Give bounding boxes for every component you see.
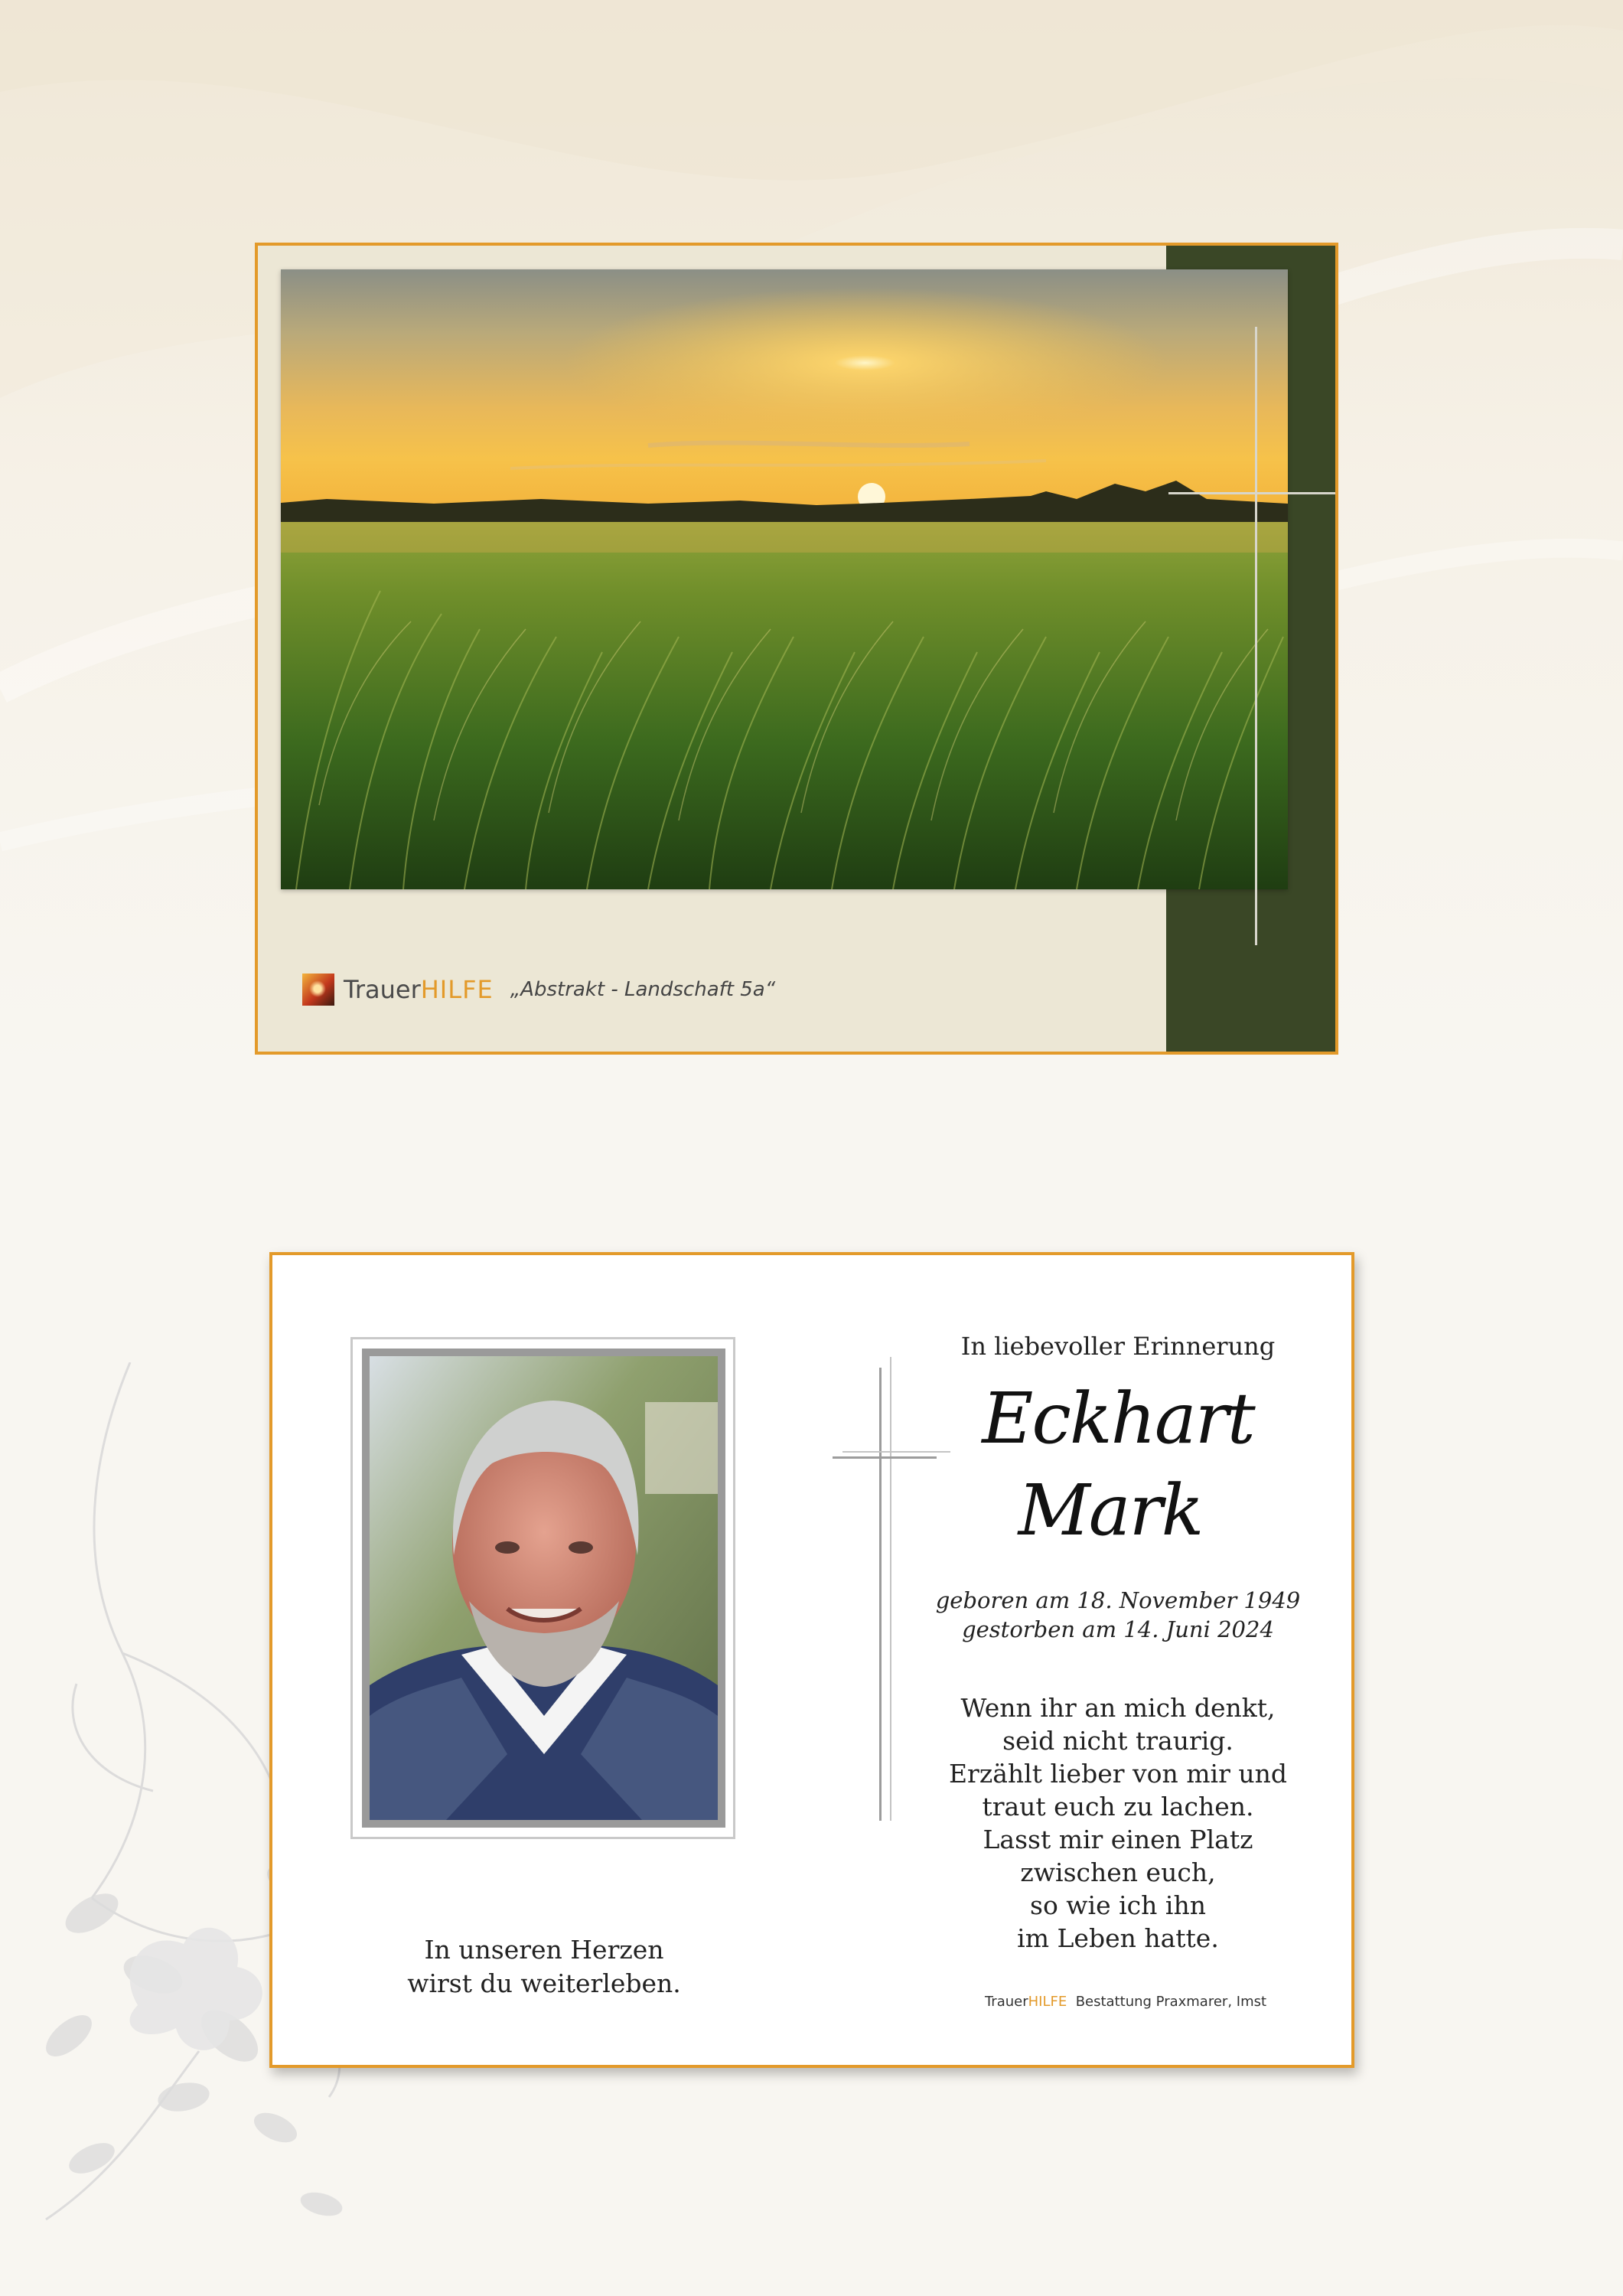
design-caption: „Abstrakt - Landschaft 5a“ (510, 978, 776, 1001)
life-dates (915, 1586, 1321, 1644)
trauerhilfe-logo-icon (302, 974, 334, 1006)
poem-line: zwischen euch, (1020, 1857, 1216, 1887)
funeral-home: Bestattung Praxmarer, Imst (1075, 1994, 1267, 2010)
front-card (255, 243, 1338, 1055)
poem-line: im Leben hatte. (1017, 1923, 1219, 1953)
hearts-message (395, 1933, 693, 2001)
birth-date: geboren am 18. November 1949 (935, 1587, 1301, 1613)
wheat-field-sunset-image (281, 269, 1288, 889)
poem-line: traut euch zu lachen. (982, 1792, 1254, 1821)
death-date: gestorben am 14. Juni 2024 (962, 1616, 1274, 1642)
front-cross-vertical (1255, 327, 1257, 945)
front-brand-line (302, 974, 775, 1006)
poem-line: Erzählt lieber von mir und (948, 1759, 1288, 1789)
poem-line: Lasst mir einen Platz (983, 1825, 1253, 1854)
hearts-line: In unseren Herzen (424, 1935, 664, 1965)
poem (915, 1691, 1321, 1955)
hearts-line: wirst du weiterleben. (407, 1968, 681, 1998)
back-footer-brand: TrauerHILFE Bestattung Praxmarer, Imst (984, 1994, 1267, 2010)
back-cross-vertical (879, 1368, 882, 1821)
brand-name: TrauerHILFE (344, 975, 494, 1004)
portrait-photo (362, 1349, 725, 1828)
poem-line: Wenn ihr an mich denkt, (960, 1693, 1276, 1723)
portrait-frame (350, 1337, 735, 1839)
front-cross-horizontal (1168, 492, 1338, 494)
back-cross-vertical-light (890, 1357, 891, 1821)
poem-line: seid nicht traurig. (1002, 1726, 1234, 1756)
back-card (269, 1252, 1354, 2068)
last-name: Mark (1018, 1469, 1203, 1551)
first-name: Eckhart (982, 1378, 1254, 1459)
poem-line: so wie ich ihn (1030, 1890, 1206, 1920)
intro-text: In liebevoller Erinnerung (960, 1332, 1276, 1361)
